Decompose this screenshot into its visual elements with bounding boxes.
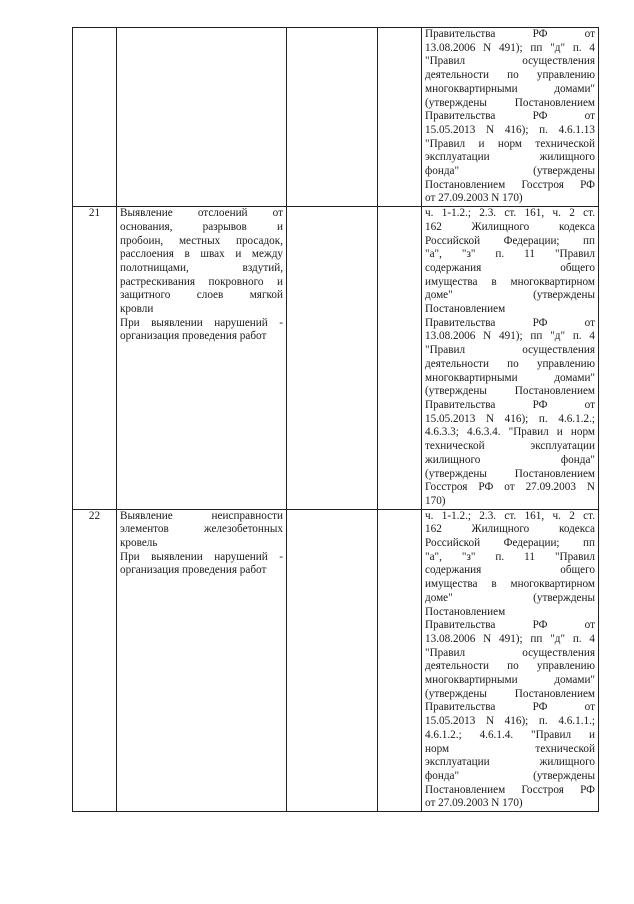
text-line: эксплуатации жилищного <box>425 756 595 769</box>
work-description-cell <box>117 509 287 811</box>
text-line: "а", "з" п. 11 "Правил <box>425 248 595 261</box>
text-line: защитного слоев мягкой <box>120 289 283 302</box>
empty-cell <box>378 28 422 207</box>
row-number-cell: 21 <box>73 207 117 509</box>
text-line: 162 Жилищного кодекса <box>425 523 595 536</box>
text-line: (утверждены Постановлением <box>425 96 595 109</box>
text-line: от 27.09.2003 N 170) <box>425 797 523 810</box>
text-line: пробоин, местных просадок, <box>120 234 283 247</box>
text-line: многоквартирными домами" <box>425 82 595 95</box>
text-line: растрескивания покровного и <box>120 275 283 288</box>
text-line: 15.05.2013 N 416); п. 4.6.1.2.; <box>425 412 595 425</box>
empty-cell <box>287 509 378 811</box>
text-line: Госстроя РФ от 27.09.2003 N <box>425 481 595 494</box>
text-line: 15.05.2013 N 416); п. 4.6.1.1.; <box>425 715 595 728</box>
text-line: элементов железобетонных <box>120 523 283 536</box>
text-line: При выявлении нарушений - <box>120 550 283 563</box>
text-line: деятельности по управлению <box>425 357 595 370</box>
text-line: Правительства РФ от <box>425 619 595 632</box>
text-line: фонда" (утверждены <box>425 769 595 782</box>
text-line: ч. 1-1.2.; 2.3. ст. 161, ч. 2 ст. <box>425 207 595 220</box>
works-table <box>72 27 599 812</box>
empty-cell <box>378 207 422 509</box>
text-line: ч. 1-1.2.; 2.3. ст. 161, ч. 2 ст. <box>425 509 595 522</box>
text-line: Правительства РФ от <box>425 28 595 40</box>
text-line: содержания общего <box>425 564 595 577</box>
text-line: от 27.09.2003 N 170) <box>425 192 523 205</box>
text-line: 4.6.3.3; 4.6.3.4. "Правил и норм <box>425 426 595 439</box>
text-line: организация проведения работ <box>120 564 267 577</box>
text-line: "Правил осуществления <box>425 344 595 357</box>
text-line: норм технической <box>425 742 595 755</box>
text-line: деятельности по управлению <box>425 69 595 82</box>
work-description-cell <box>117 207 287 509</box>
work-description-cell <box>117 28 287 207</box>
empty-cell <box>287 207 378 509</box>
text-line: 162 Жилищного кодекса <box>425 220 595 233</box>
text-line: "Правил осуществления <box>425 55 595 68</box>
text-line: Постановлением Госстроя РФ <box>425 178 595 191</box>
text-line: При выявлении нарушений - <box>120 316 283 329</box>
text-line: фонда" (утверждены <box>425 165 595 178</box>
text-line: технической эксплуатации <box>425 440 595 453</box>
text-line: Постановлением Госстроя РФ <box>425 783 595 796</box>
text-line: доме" (утверждены <box>425 289 595 302</box>
text-line: 4.6.1.2.; 4.6.1.4. "Правил и <box>425 728 595 741</box>
row-number-cell <box>73 28 117 207</box>
text-line: Выявление отслоений от <box>120 207 283 220</box>
legal-basis-cell <box>422 207 599 509</box>
text-line: Российской Федерации; пп <box>425 234 595 247</box>
table-row <box>73 207 599 509</box>
text-line: 15.05.2013 N 416); п. 4.6.1.13 <box>425 123 595 136</box>
text-line: "Правил и норм технической <box>425 137 595 150</box>
text-line: основания, разрывов и <box>120 220 283 233</box>
text-line: расслоения в швах и между <box>120 248 283 261</box>
text-line: многоквартирными домами" <box>425 371 595 384</box>
text-line: Правительства РФ от <box>425 110 595 123</box>
row-number-cell: 22 <box>73 509 117 811</box>
text-line: (утверждены Постановлением <box>425 687 595 700</box>
empty-cell <box>378 509 422 811</box>
text-line: (утверждены Постановлением <box>425 385 595 398</box>
text-line: кровли <box>120 303 154 316</box>
text-line: Правительства РФ от <box>425 398 595 411</box>
text-line: организация проведения работ <box>120 330 267 343</box>
text-line: эксплуатации жилищного <box>425 151 595 164</box>
text-line: деятельности по управлению <box>425 660 595 673</box>
text-line: Правительства РФ от <box>425 701 595 714</box>
text-line: Выявление неисправности <box>120 509 283 522</box>
text-line: имущества в многоквартирном <box>425 578 595 591</box>
text-line: полотнищами, вздутий, <box>120 261 283 274</box>
text-line: Постановлением <box>425 605 506 618</box>
text-line: Российской Федерации; пп <box>425 537 595 550</box>
table-row <box>73 28 599 207</box>
text-line: Постановлением <box>425 303 506 316</box>
empty-cell <box>287 28 378 207</box>
text-line: имущества в многоквартирном <box>425 275 595 288</box>
text-line: "Правил осуществления <box>425 646 595 659</box>
text-line: "а", "з" п. 11 "Правил <box>425 550 595 563</box>
text-line: доме" (утверждены <box>425 591 595 604</box>
legal-basis-cell <box>422 28 599 207</box>
text-line: 13.08.2006 N 491); пп "д" п. 4 <box>425 330 595 343</box>
text-line: кровель <box>120 537 158 550</box>
text-line: Правительства РФ от <box>425 316 595 329</box>
text-line: многоквартирными домами" <box>425 674 595 687</box>
text-line: 13.08.2006 N 491); пп "д" п. 4 <box>425 632 595 645</box>
text-line: (утверждены Постановлением <box>425 467 595 480</box>
text-line: 170) <box>425 494 446 507</box>
text-line: жилищного фонда" <box>425 453 595 466</box>
table-row <box>73 509 599 811</box>
text-line: 13.08.2006 N 491); пп "д" п. 4 <box>425 41 595 54</box>
text-line: содержания общего <box>425 261 595 274</box>
legal-basis-cell <box>422 509 599 811</box>
